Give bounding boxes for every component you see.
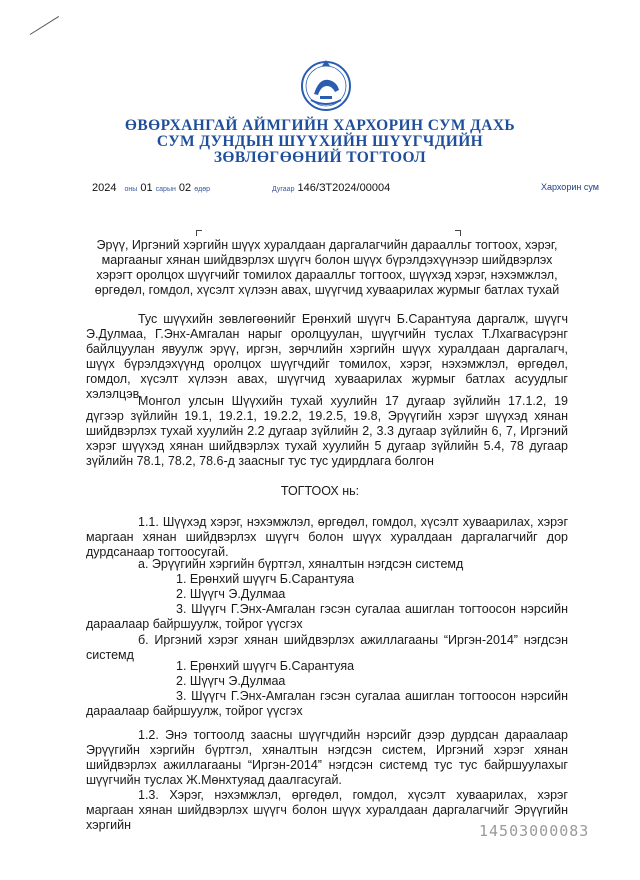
list-a-item-3: 3. Шүүгч Г.Энх-Амгалан гэсэн сугалаа ашиглан тогтоосон нэрсийн дараалаар байршуулж, тойрог үүсгэх: [86, 602, 568, 631]
list-b-item-2: 2. Шүүгч Э.Дулмаа: [176, 674, 286, 688]
decree-heading: ТОГТООХ нь:: [280, 484, 360, 498]
document-number: 146/ЗТ2024/00004: [297, 182, 391, 194]
date-year-unit: оны: [124, 186, 138, 193]
list-b-item-1: 1. Ерөнхий шүүгч Б.Сарантуяа: [176, 659, 355, 673]
date-month: 01: [140, 182, 153, 194]
sub-clause-b: б. Иргэний хэрэг хянан шийдвэрлэх ажиллагааны “Иргэн-2014” нэгдсэн системд: [86, 633, 568, 662]
clause-1-3: 1.3. Хэрэг, нэхэмжлэл, өргөдөл, гомдол, хүсэлт хуваарилах, хэрэг маргаан хянан шийдвэрлэх шүүгч болон шүүх хуралдаан даргалагчийг Эрүүгийн хэргийн: [86, 788, 568, 832]
sub-clause-a: а. Эрүүгийн хэргийн бүртгэл, хяналтын нэгдсэн системд: [138, 557, 464, 571]
number-field: [272, 182, 390, 194]
list-a-item-1: 1. Ерөнхий шүүгч Б.Сарантуяа: [176, 572, 355, 586]
list-b-item-3: 3. Шүүгч Г.Энх-Амгалан гэсэн сугалаа ашиглан тогтоосон нэрсийн дараалаар байршуулж, тойрог үүсгэх: [86, 689, 568, 718]
date-field: [92, 182, 210, 194]
page-serial-number: 14503000083: [479, 822, 590, 840]
date-day-unit: өдөр: [194, 186, 210, 193]
legal-basis-paragraph: Монгол улсын Шүүхийн тухай хуулийн 17 дугаар зүйлийн 17.1.2, 19 дүгээр зүйлийн 19.1, 19.2.1, 19.2.2, 19.2.5, 19.8, Эрүүгийн хэрэг шүүхэд хянан шийдвэрлэх тухай хуулийн 2.2 дугаар зүйлийн 2, 3.3 дугаар зүйлийн 6, 7, Иргэний хэрэг шүүхэд хянан шийдвэрлэх тухай хуулийн 5 дугаар зүйлийн 5.4, 78 дугаар зүйлийн 78.1, 78.2, 78.6-д заасныг тус тус удирдлага болгон: [86, 394, 568, 468]
org-line-1: ӨВӨРХАНГАЙ АЙМГИЙН ХАРХОРИН СУМ ДАХЬ: [124, 117, 516, 134]
document-title: Эрүү, Иргэний хэргийн шүүх хуралдаан даргалагчийн дараалльг тогтоох, хэрэг, маргааныг хянан шийдвэрлэх шүүгч болон шүүх бүрэлдэхүүнээр шийдвэрлэх хэрэгт оролцох шүүгчийг томилох дараалльг тогтоох, шүүхэд хэрэг, нэхэмжлэл, өргөдөл, гомдол, хүсэлт хүлээн авах, шүүгчид хуваарилах журмыг батлах тухай: [94, 238, 560, 297]
org-line-3: ЗӨВЛӨГӨӨНИЙ ТОГТООЛ: [213, 149, 427, 166]
clause-1-2: 1.2. Энэ тогтоолд заасны шүүгчдийн нэрсийг дээр дурдсан дараалаар Эрүүгийн хэргийн бүртгэл, хяналтын нэгдсэн систем, Иргэний хэрэг хянан шийдвэрлэх ажиллагааны “Иргэн-2014” нэгдсэн системд тус тус байршуулахыг шүүгчийн туслах Ж.Мөнхтуяад даалгасугай.: [86, 728, 568, 787]
title-bracket-left: [196, 230, 202, 236]
org-line-2: СУМ ДУНДЫН ШҮҮХИЙН ШҮҮГЧДИЙН: [156, 133, 484, 150]
date-day: 02: [178, 182, 192, 194]
state-emblem-icon: [299, 56, 353, 114]
list-a-item-2: 2. Шүүгч Э.Дулмаа: [176, 587, 286, 601]
title-bracket-right: [455, 230, 461, 236]
pen-mark: [30, 16, 59, 35]
number-label: Дугаар: [272, 186, 295, 193]
date-month-unit: сарын: [155, 186, 176, 193]
intro-paragraph: Тус шүүхийн зөвлөгөөнийг Ерөнхий шүүгч Б.Сарантуяа даргалж, шүүгч Э.Дулмаа, Г.Энх-Амгалан нарыг оролцуулан, шүүгчийн туслах Т.Лхагвасүрэнг байлцуулан явуулж эрүү, иргэн, зөрчлийн хэргийн шүүх хуралдаан даргалагч, шүүх бүрэлдэхүүнд оролцох шүүгчдийг томилох, хэрэг, нэхэмжлэл, өргөдөл, гомдол, хүсэлт хүлээн авах, шүүгчид хуваарилах журмыг батлах асуудлыг хэлэлцэв.: [86, 312, 568, 401]
place: Хархорин сум: [541, 182, 599, 192]
clause-1-1: 1.1. Шүүхэд хэрэг, нэхэмжлэл, өргөдөл, гомдол, хүсэлт хуваарилах, хэрэг маргаан хянан шийдвэрлэх шүүгч болон шүүх хуралдаан даргалагчийг дор дурдсанаар тогтоосугай.: [86, 515, 568, 559]
date-year: 2024: [92, 182, 117, 194]
